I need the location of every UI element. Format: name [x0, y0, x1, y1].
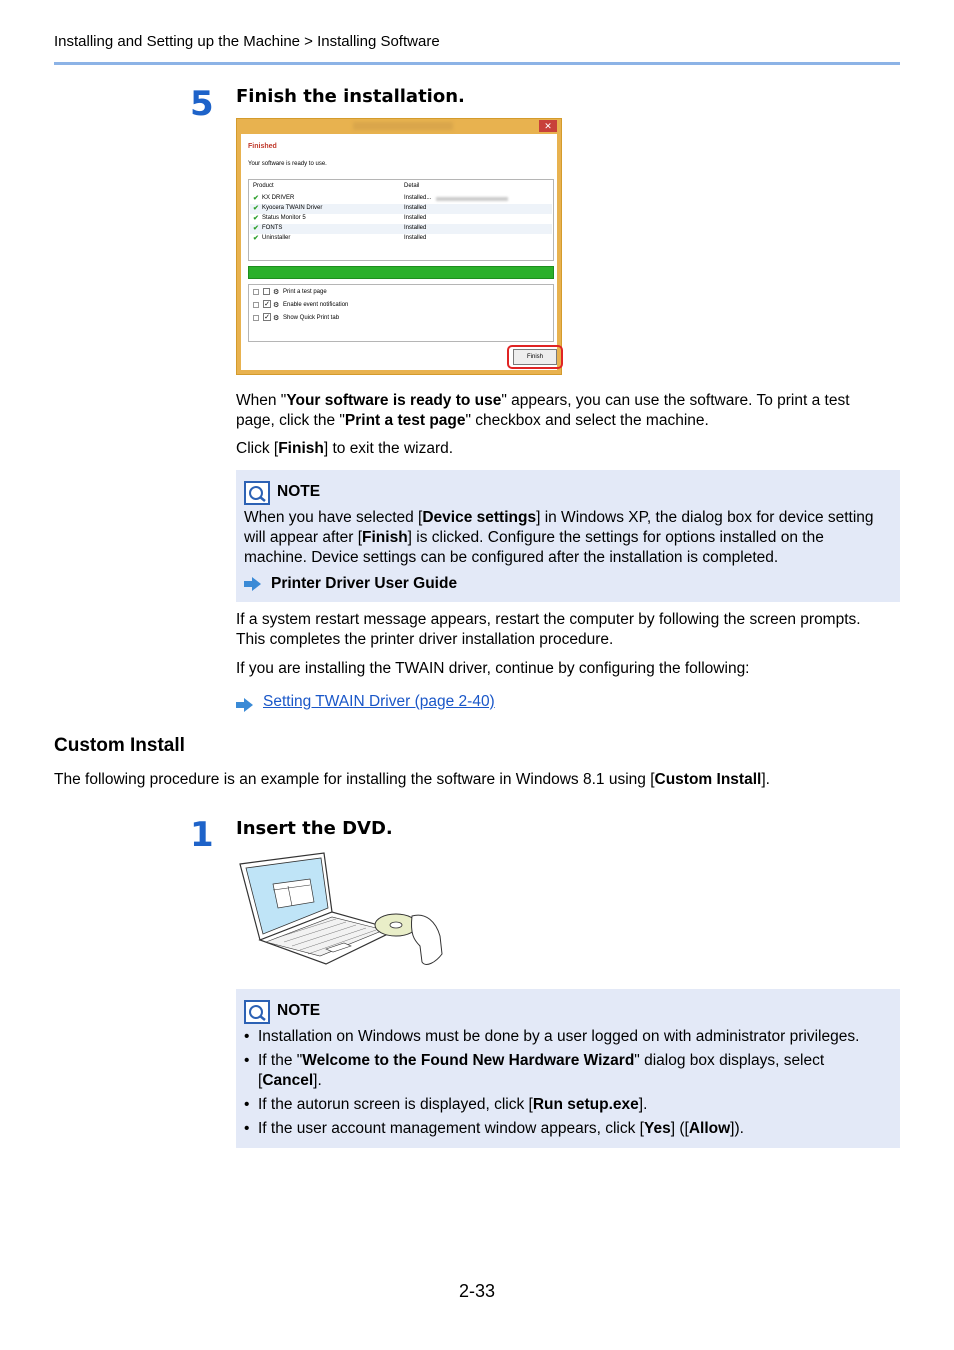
product-name: Kyocera TWAIN Driver — [262, 205, 323, 211]
finish-instruction: Click [Finish] to exit the wizard. — [236, 440, 454, 457]
product-detail: Installed — [404, 215, 427, 221]
step5-paragraph: When "Your software is ready to use" appears, you can use the software. To print a test page, click the "Print a test page" checkbox and select the machine. — [236, 392, 850, 429]
product-detail: Installed... — [404, 195, 432, 201]
note-title: NOTE — [277, 483, 321, 500]
product-detail: Installed — [404, 225, 427, 231]
product-detail: Installed — [404, 235, 427, 241]
checkbox-checked: ✓ — [264, 314, 270, 321]
dialog-title-bar — [353, 122, 453, 130]
twain-paragraph: If you are installing the TWAIN driver, continue by configuring the following: — [236, 660, 750, 677]
checkbox-checked: ✓ — [264, 301, 270, 308]
check-icon: ✔ — [253, 225, 259, 232]
option-row — [253, 288, 543, 298]
table-row — [250, 204, 552, 214]
gear-icon: ⚙ — [273, 315, 280, 322]
installed-products-table — [248, 179, 554, 261]
step-heading: Insert the DVD. — [236, 818, 393, 839]
list-item: • Installation on Windows must be done by a user logged on with administrator privileges. — [244, 1027, 894, 1047]
option-row — [253, 301, 543, 311]
product-detail: Installed — [404, 205, 427, 211]
column-header-product: Product — [253, 183, 274, 189]
close-icon: ✕ — [539, 120, 557, 132]
gear-icon: ⚙ — [273, 289, 280, 296]
reference-guide: Printer Driver User Guide — [271, 575, 458, 592]
progress-bar — [248, 266, 554, 279]
gear-icon: ⚙ — [273, 302, 280, 309]
option-label: Enable event notification — [283, 302, 349, 308]
list-item: • If the autorun screen is displayed, click [Run setup.exe]. — [244, 1095, 894, 1115]
blurred-detail — [436, 197, 508, 201]
twain-settings-link[interactable]: Setting TWAIN Driver (page 2-40) — [263, 693, 495, 710]
table-row — [250, 234, 552, 244]
product-name: Status Monitor 5 — [262, 215, 306, 221]
expand-icon — [253, 302, 259, 308]
list-item: • If the "Welcome to the Found New Hardware Wizard" dialog box displays, select [Cancel]. — [244, 1051, 894, 1091]
step-number: 1 — [190, 815, 213, 855]
installer-dialog-screenshot — [236, 118, 562, 375]
step-heading: Finish the installation. — [236, 86, 465, 107]
expand-icon — [253, 289, 259, 295]
header-rule — [54, 62, 900, 65]
note-text: When you have selected [Device settings] in Windows XP, the dialog box for device setting will appear after [Finish] is clicked. Configure the settings for options installed on the machine. Device settings can be configured after the installation is completed. — [244, 509, 874, 566]
page-number: 2-33 — [458, 1281, 496, 1301]
section-title: Custom Install — [54, 735, 185, 756]
expand-icon — [253, 315, 259, 321]
product-name: Uninstaller — [262, 235, 291, 241]
laptop-dvd-illustration — [236, 850, 446, 970]
reference-arrow-icon — [244, 577, 262, 596]
breadcrumb: Installing and Setting up the Machine > Installing Software — [54, 33, 440, 50]
check-icon: ✔ — [253, 195, 259, 202]
product-name: FONTS — [262, 225, 283, 231]
step-number: 5 — [190, 84, 213, 124]
note-bullet-list — [244, 1027, 894, 1143]
restart-paragraph: If a system restart message appears, restart the computer by following the screen prompts. This completes the printer driver installation procedure. — [236, 611, 861, 648]
check-icon: ✔ — [253, 235, 259, 242]
product-name: KX DRIVER — [262, 195, 295, 201]
table-row — [250, 224, 552, 234]
section-intro: The following procedure is an example for installing the software in Windows 8.1 using [Custom Install]. — [54, 771, 770, 788]
note-box — [236, 989, 900, 1148]
link-arrow-icon — [236, 698, 254, 717]
options-list — [248, 284, 554, 342]
dialog-status-title: Finished — [248, 143, 277, 150]
table-row — [250, 214, 552, 224]
note-title: NOTE — [277, 1002, 321, 1019]
note-box — [236, 470, 900, 602]
list-item: • If the user account management window appears, click [Yes] ([Allow]). — [244, 1119, 894, 1139]
dialog-status-text: Your software is ready to use. — [248, 161, 327, 167]
option-label: Show Quick Print tab — [283, 315, 340, 321]
checkbox — [263, 288, 270, 295]
column-header-detail: Detail — [404, 183, 420, 189]
note-icon — [244, 481, 270, 505]
option-label: Print a test page — [283, 289, 327, 295]
finish-button: Finish — [513, 349, 557, 365]
check-icon: ✔ — [253, 205, 259, 212]
check-icon: ✔ — [253, 215, 259, 222]
note-icon — [244, 1000, 270, 1024]
option-row — [253, 314, 543, 324]
table-row — [250, 194, 552, 204]
